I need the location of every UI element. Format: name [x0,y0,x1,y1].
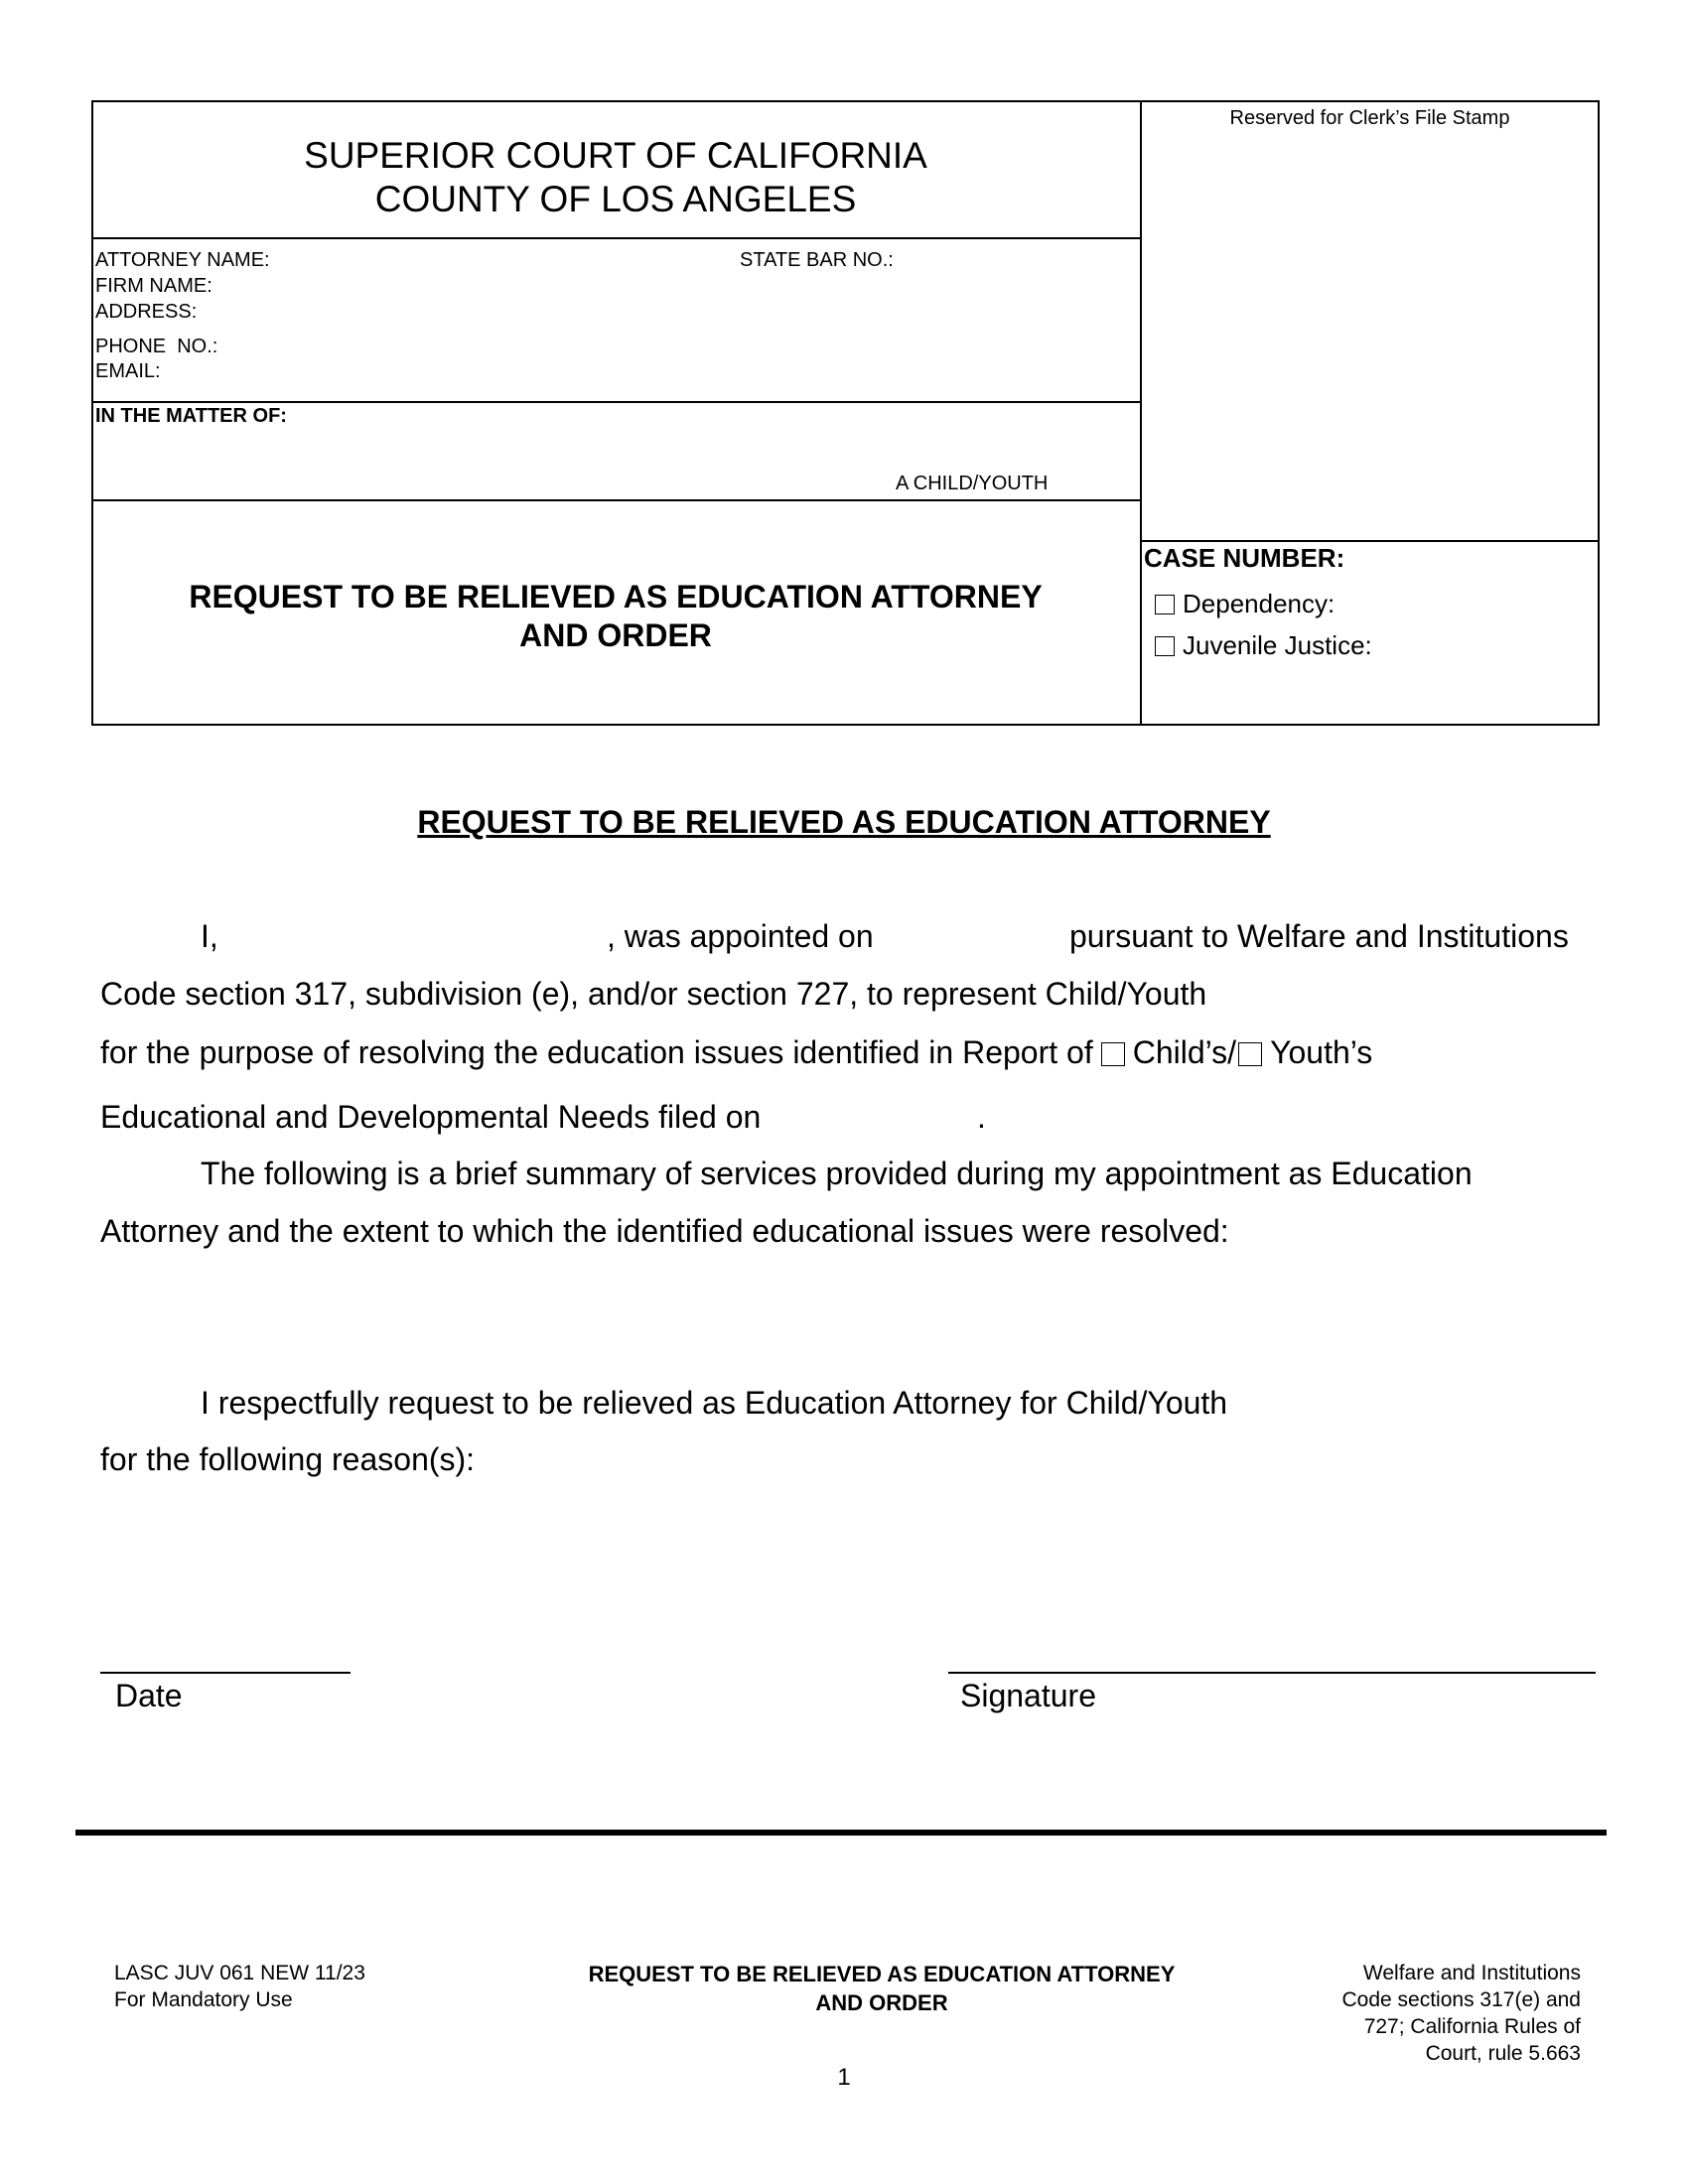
p1-line3 [100,1032,1372,1072]
p2-line1: The following is a brief summary of services provided during my appointment as Education [201,1156,1473,1191]
p1-line3-text: for the purpose of resolving the education issues identified in Report of [100,1034,1093,1070]
court-name [91,134,1140,221]
page-number: 1 [837,2064,851,2091]
ref-line2: Code sections 317(e) and [1341,1988,1581,2011]
email-label: EMAIL: [95,360,161,382]
footer-rule [75,1830,1607,1836]
form-id: LASC JUV 061 NEW 11/23 [114,1962,365,1984]
date-line[interactable] [100,1672,351,1674]
p1-line2: Code section 317, subdivision (e), and/or section 727, to represent Child/Youth [100,976,1207,1012]
p1-i: I, [201,918,218,954]
p1-pursuant: pursuant to Welfare and Institutions [1069,918,1569,954]
date-label: Date [115,1678,183,1713]
p3-line1: I respectfully request to be relieved as Education Attorney for Child/Youth [201,1385,1228,1421]
form-title [91,578,1140,655]
childs-label: Child’s/ [1132,1034,1237,1070]
matter-of-label: IN THE MATTER OF: [95,405,287,427]
youths-checkbox[interactable] [1238,1042,1262,1066]
p2-line2: Attorney and the extent to which the identified educational issues were resolved: [100,1213,1229,1249]
dependency-option[interactable] [1155,588,1335,619]
childs-checkbox[interactable] [1101,1042,1125,1066]
caption-divider [1140,100,1142,726]
form-title-line2: AND ORDER [519,617,712,653]
footer-title-line2: AND ORDER [815,1990,948,2015]
child-youth-label: A CHILD/YOUTH [896,473,1049,494]
juvenile-justice-label: Juvenile Justice: [1183,630,1372,660]
footer-form-id [114,1960,365,2013]
dependency-label: Dependency: [1183,589,1336,618]
ref-line4: Court, rule 5.663 [1425,2042,1581,2065]
attorney-name-label: ATTORNEY NAME: [95,249,270,271]
p1-line4: Educational and Developmental Needs filed on [100,1099,762,1135]
juvenile-justice-option[interactable] [1155,629,1372,661]
state-bar-label: STATE BAR NO.: [740,249,894,271]
clerk-stamp-label: Reserved for Clerk’s File Stamp [1229,107,1510,129]
firm-name-label: FIRM NAME: [95,275,212,297]
header-rule-3 [91,499,1140,501]
juvenile-justice-checkbox[interactable] [1155,636,1175,656]
p1-appointed: , was appointed on [607,918,874,954]
ref-line3: 727; California Rules of [1363,2015,1581,2038]
phone-label: PHONE NO.: [95,336,218,357]
form-title-line1: REQUEST TO BE RELIEVED AS EDUCATION ATTORNEY [189,579,1043,614]
section-title: REQUEST TO BE RELIEVED AS EDUCATION ATTORNEY [417,804,1271,840]
signature-label: Signature [960,1678,1096,1713]
footer-references [1271,1960,1581,2067]
address-label: ADDRESS: [95,301,198,323]
footer-title-line1: REQUEST TO BE RELIEVED AS EDUCATION ATTORNEY [588,1962,1176,1986]
ref-line1: Welfare and Institutions [1362,1962,1581,1984]
p3-line2: for the following reason(s): [100,1441,476,1477]
p1-period: . [977,1099,986,1135]
court-name-line2: COUNTY OF LOS ANGELES [374,179,857,219]
court-name-line1: SUPERIOR COURT OF CALIFORNIA [304,135,927,176]
case-number-label: CASE NUMBER: [1144,543,1345,573]
dependency-checkbox[interactable] [1155,595,1175,614]
signature-line[interactable] [948,1672,1596,1674]
footer-title [485,1960,1279,2017]
mandatory-use: For Mandatory Use [114,1988,293,2011]
header-rule-1 [91,237,1140,239]
youths-label: Youth’s [1270,1034,1373,1070]
